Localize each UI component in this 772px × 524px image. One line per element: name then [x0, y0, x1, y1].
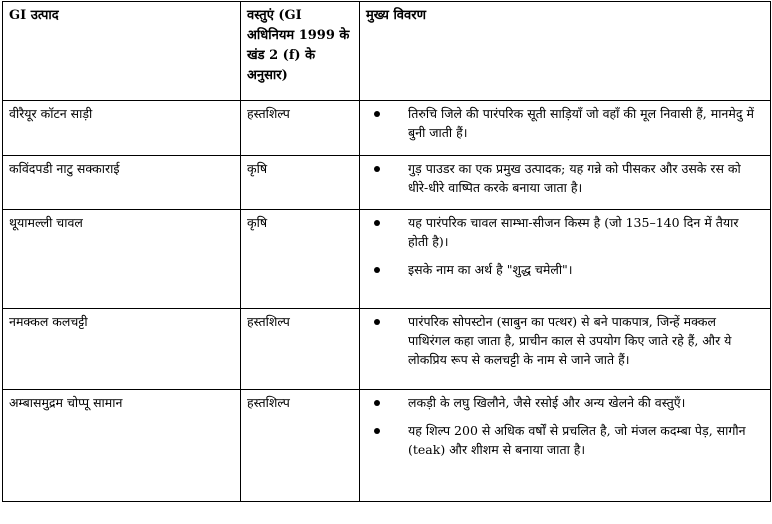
cell-goods: हस्तशिल्प	[241, 309, 360, 390]
cell-product: थूयामल्ली चावल	[3, 210, 241, 309]
description-list	[366, 104, 764, 142]
cell-description	[360, 156, 771, 210]
bullet-icon	[374, 400, 380, 406]
bullet-icon	[374, 428, 380, 434]
bullet-icon	[374, 166, 380, 172]
list-item	[366, 104, 764, 142]
table-row	[3, 101, 771, 156]
gi-products-table	[2, 1, 771, 502]
description-text: इसके नाम का अर्थ है "शुद्ध चमेली"।	[408, 262, 573, 277]
header-main-description: मुख्य विवरण	[360, 2, 771, 101]
list-item	[366, 213, 764, 251]
description-text: लकड़ी के लघु खिलौने, जैसे रसोई और अन्य खेलने की वस्तुएँ।	[408, 395, 686, 410]
cell-goods: कृषि	[241, 156, 360, 210]
cell-goods: हस्तशिल्प	[241, 101, 360, 156]
list-item	[366, 260, 764, 279]
cell-product: वीरैयूर कॉटन साड़ी	[3, 101, 241, 156]
header-goods: वस्तुएं (GI अधिनियम 1999 के खंड 2 (f) के अनुसार)	[241, 2, 360, 101]
description-text: तिरुचि जिले की पारंपरिक सूती साड़ियाँ जो वहाँ की मूल निवासी हैं, मानमेदु में बुनी जाती हैं।	[408, 106, 754, 140]
bullet-icon	[374, 111, 380, 117]
cell-description	[360, 210, 771, 309]
description-text: गुड़ पाउडर का एक प्रमुख उत्पादक; यह गन्ने को पीसकर और उसके रस को धीरे-धीरे वाष्पित करके बनाया जाता है।	[408, 161, 741, 195]
cell-product: अम्बासमुद्रम चोप्पू सामान	[3, 390, 241, 502]
cell-description	[360, 390, 771, 502]
bullet-icon	[374, 319, 380, 325]
description-list	[366, 159, 764, 197]
header-gi-product: GI उत्पाद	[3, 2, 241, 101]
cell-description	[360, 101, 771, 156]
list-item	[366, 421, 764, 459]
description-list	[366, 393, 764, 459]
table-row	[3, 210, 771, 309]
description-list	[366, 213, 764, 279]
description-text: यह पारंपरिक चावल साम्भा-सीजन किस्म है (जो 135–140 दिन में तैयार होती है)।	[408, 215, 739, 249]
table-row	[3, 156, 771, 210]
description-text: यह शिल्प 200 से अधिक वर्षों से प्रचलित है, जो मंजल कदम्बा पेड़, सागौन (teak) और शीशम से बनाया जाता है।	[408, 423, 746, 457]
list-item	[366, 312, 764, 369]
list-item	[366, 159, 764, 197]
cell-product: नमक्कल कलचट्टी	[3, 309, 241, 390]
description-list	[366, 312, 764, 369]
list-item	[366, 393, 764, 412]
description-text: पारंपरिक सोपस्टोन (साबुन का पत्थर) से बने पाकपात्र, जिन्हें मक्कल पाथिरंगल कहा जाता है, प्राचीन काल से उपयोग किए जाते रहे हैं, और ये लोकप्रिय रूप से कलचट्टी के नाम से जाने जाते हैं।	[408, 314, 732, 367]
table-header-row	[3, 2, 771, 101]
cell-goods: हस्तशिल्प	[241, 390, 360, 502]
table-row	[3, 309, 771, 390]
bullet-icon	[374, 220, 380, 226]
bullet-icon	[374, 267, 380, 273]
cell-description	[360, 309, 771, 390]
cell-goods: कृषि	[241, 210, 360, 309]
cell-product: कविंदपडी नाटु सक्काराई	[3, 156, 241, 210]
table-row	[3, 390, 771, 502]
